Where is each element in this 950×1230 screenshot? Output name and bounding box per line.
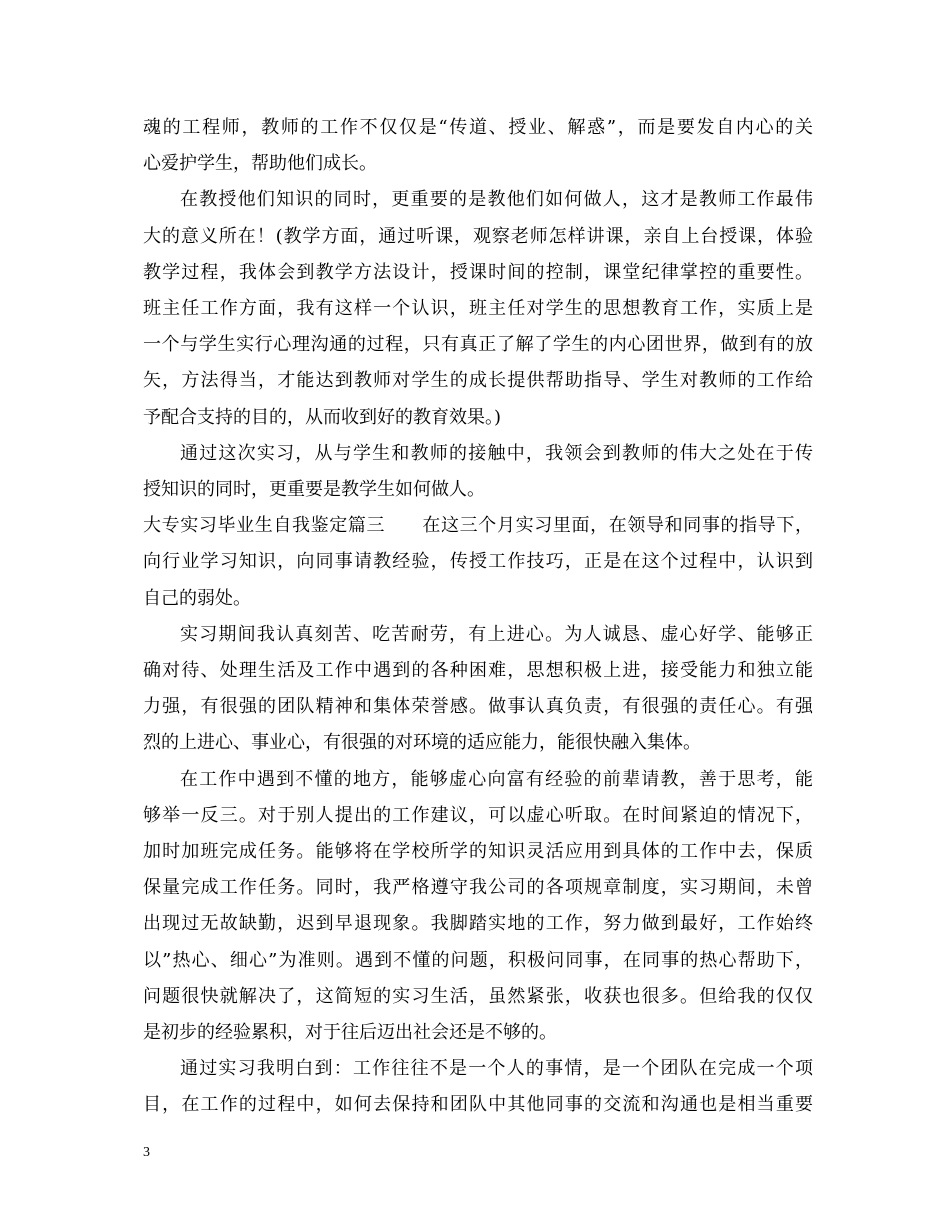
text-line: 大专实习毕业生自我鉴定篇三 在这三个月实习里面，在领导和同事的指导下， [143, 515, 813, 537]
text-line: 烈的上进心、事业心，有很强的对环境的适应能力，能很快融入集体。 [143, 732, 701, 754]
text-line: 魂的工程师，教师的工作不仅仅是“传道、授业、解惑”，而是要发自内心的关 [143, 117, 813, 138]
text-line: 问题很快就解决了，这简短的实习生活，虽然紧张，收获也很多。但给我的仅仅 [143, 985, 813, 1007]
text-line: 目，在工作的过程中，如何去保持和团队中其他同事的交流和沟通也是相当重要 [143, 1094, 813, 1116]
text-line: 在工作中遇到不懂的地方，能够虚心向富有经验的前辈请教，善于思考，能 [180, 768, 813, 790]
text-line: 在教授他们知识的同时，更重要的是教他们如何做人，这才是教师工作最伟 [180, 189, 813, 211]
text-line: 是初步的经验累积，对于往后迈出社会还是不够的。 [143, 1022, 557, 1043]
text-line: 力强，有很强的团队精神和集体荣誉感。做事认真负责，有很强的责任心。有强 [143, 696, 813, 718]
text-line: 保量完成工作任务。同时，我严格遵守我公司的各项规章制度，实习期间，未曾 [143, 877, 813, 899]
text-line: 自己的弱处。 [143, 587, 251, 609]
text-line: 心爱护学生，帮助他们成长。 [143, 153, 377, 175]
text-line: 实习期间我认真刻苦、吃苦耐劳，有上进心。为人诚恳、虚心好学、能够正 [180, 623, 813, 645]
text-line: 加时加班完成任务。能够将在学校所学的知识灵活应用到具体的工作中去，保质 [143, 841, 813, 862]
text-line: 一个与学生实行心理沟通的过程，只有真正了解了学生的内心团世界，做到有的放 [143, 334, 813, 356]
text-line: 通过实习我明白到：工作往往不是一个人的事情，是一个团队在完成一个项 [180, 1058, 813, 1080]
text-line: 向行业学习知识，向同事请教经验，传授工作技巧，正是在这个过程中，认识到 [143, 551, 813, 573]
text-line: 大的意义所在！(教学方面，通过听课，观察老师怎样讲课，亲自上台授课，体验 [143, 225, 813, 247]
text-line: 班主任工作方面，我有这样一个认识，班主任对学生的思想教育工作，实质上是 [143, 298, 813, 319]
text-line: 确对待、处理生活及工作中遇到的各种困难，思想积极上进，接受能力和独立能 [143, 660, 813, 681]
text-line: 以”热心、细心”为准则。遇到不懂的问题，积极问同事，在同事的热心帮助下， [143, 949, 813, 971]
text-line: 够举一反三。对于别人提出的工作建议，可以虚心听取。在时间紧迫的情况下， [143, 804, 813, 826]
text-line: 予配合支持的目的，从而收到好的教育效果。) [143, 406, 502, 428]
text-line: 通过这次实习，从与学生和教师的接触中，我领会到教师的伟大之处在于传 [180, 442, 813, 464]
text-line: 教学过程，我体会到教学方法设计，授课时间的控制，课堂纪律掌控的重要性。 [143, 261, 813, 283]
text-line: 授知识的同时，更重要是教学生如何做人。 [143, 479, 485, 500]
text-line: 出现过无故缺勤，迟到早退现象。我脚踏实地的工作，努力做到最好，工作始终 [143, 913, 813, 935]
text-line: 矢，方法得当，才能达到教师对学生的成长提供帮助指导、学生对教师的工作给 [143, 370, 813, 392]
page-number: 3 [143, 1145, 150, 1160]
